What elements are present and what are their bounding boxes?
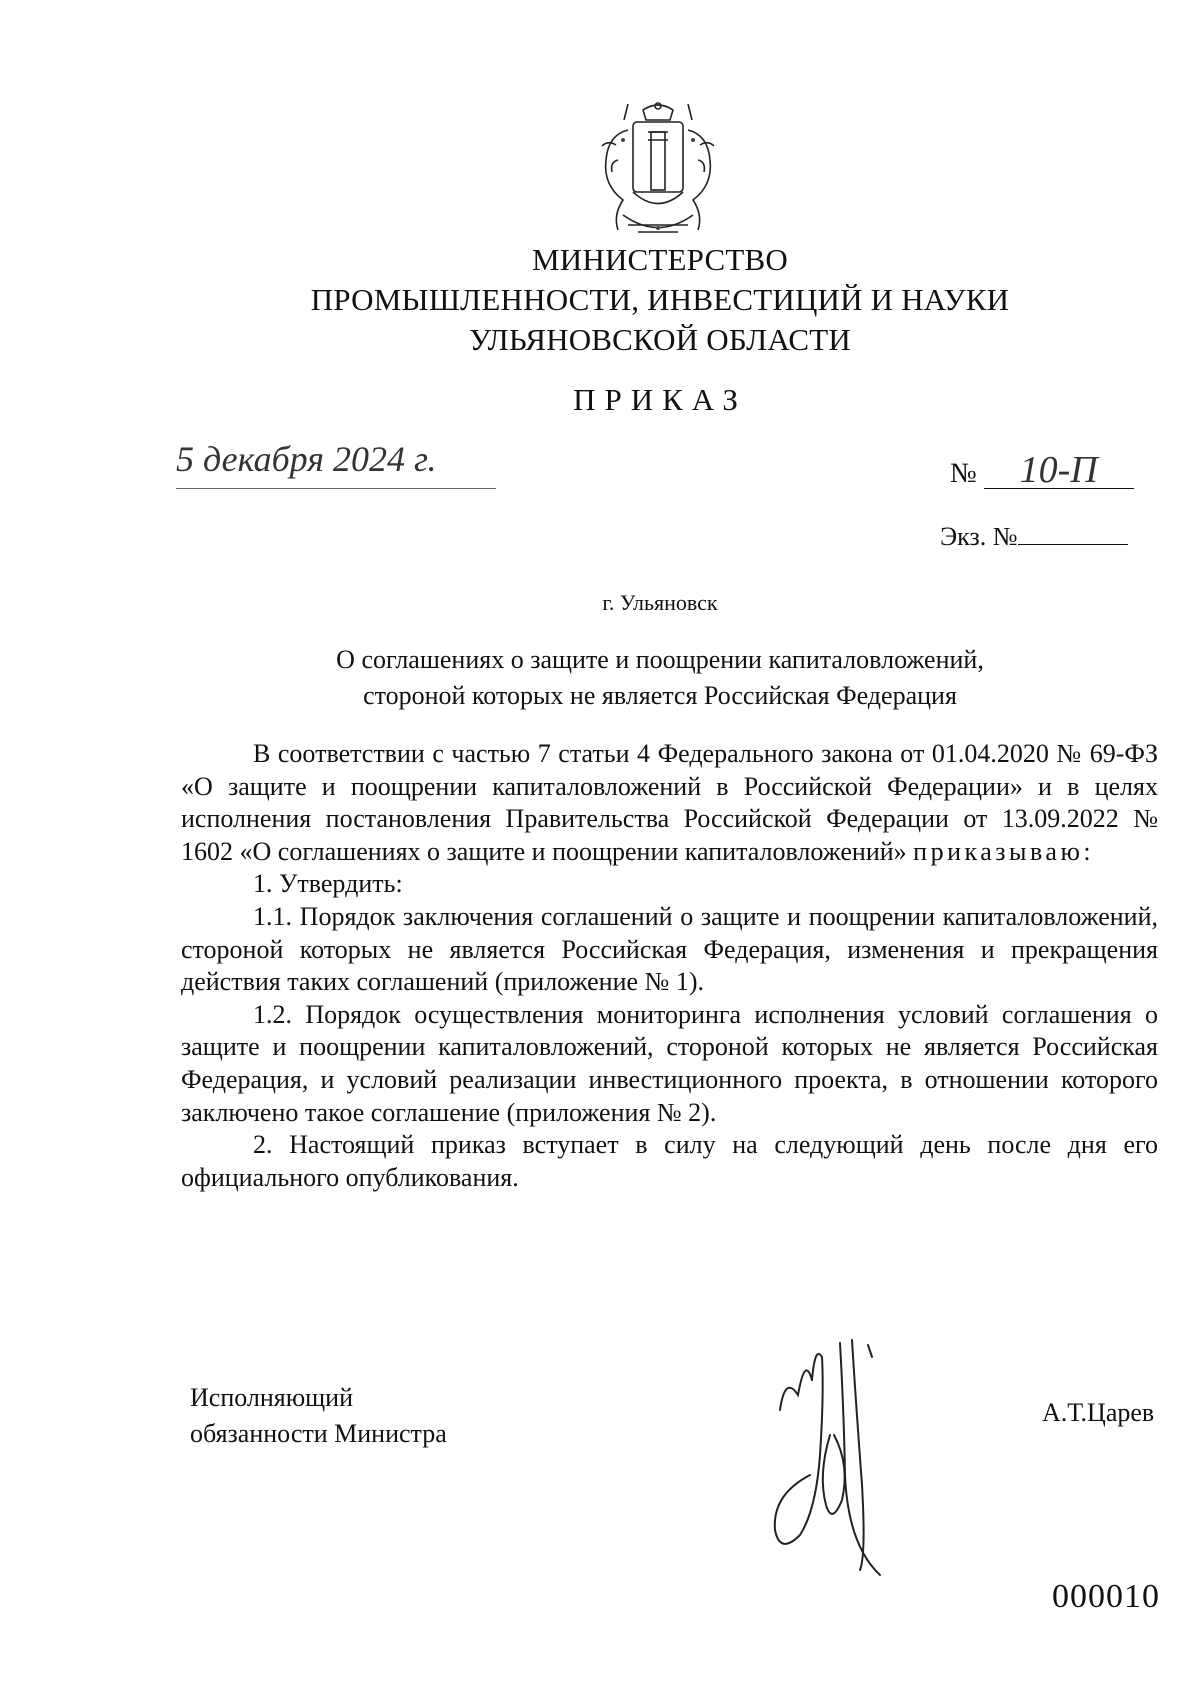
order-number-label: № — [950, 458, 977, 489]
order-number — [950, 449, 1134, 491]
item-2: 2. Настоящий приказ вступает в силу на следующий день после дня его официального опубликования. — [181, 1130, 1158, 1192]
ministry-line-1: МИНИСТЕРСТВО — [532, 242, 788, 277]
document-serial-number: 000010 — [1052, 1578, 1160, 1615]
coat-of-arms-emblem — [588, 100, 728, 245]
subject-line-1: О соглашениях о защите и поощрении капиталовложений, — [336, 645, 984, 674]
item-1-1: 1.1. Порядок заключения соглашений о защите и поощрении капиталовложений, стороной которых не является Российская Федерация, изменения и прекращения действия таких соглашений (приложение № 1). — [181, 901, 1158, 997]
handwritten-date: 5 декабря 2024 г. — [176, 439, 437, 479]
ministry-line-2: ПРОМЫШЛЕННОСТИ, ИНВЕСТИЦИЙ И НАУКИ — [310, 282, 1010, 317]
signatory-name: А.Т.Царев — [1042, 1398, 1155, 1427]
body-intro-paragraph — [181, 738, 1158, 868]
signatory-position — [190, 1380, 447, 1452]
order-number-value: 10-П — [984, 452, 1134, 489]
item-1: 1. Утвердить: — [253, 869, 403, 899]
item-1-2: 1.2. Порядок осуществления мониторинга исполнения условий соглашения о защите и поощрении капиталовложений, стороной которых не является Российская Федерация, и условий реализации инвестиционного проекта, в отношении которого заключено такое соглашение (приложения № 2). — [181, 999, 1158, 1127]
city-name: г. Ульяновск — [602, 590, 718, 615]
position-line-1: Исполняющий — [190, 1383, 354, 1412]
copy-number — [940, 522, 1128, 552]
order-word: приказываю: — [913, 836, 1095, 866]
handwritten-signature — [760, 1335, 960, 1585]
ministry-name — [200, 240, 1120, 360]
body-intro-text: В соответствии с частью 7 статьи 4 Федерального закона от 01.04.2020 № 69-ФЗ «О защите и поощрении капиталовложений в Российской Федерации» и в целях исполнения постановления Правительства Российской Федерации от 13.09.2022 № 1602 «О соглашениях о защите и поощрении капиталовложений» — [181, 739, 1158, 866]
copy-number-label: Экз. № — [940, 522, 1018, 551]
copy-number-blank — [1018, 524, 1128, 545]
position-line-2: обязанности Министра — [190, 1419, 447, 1448]
order-body — [181, 738, 1158, 1194]
subject-line-2: стороной которых не является Российская Федерация — [363, 681, 957, 710]
document-type-title: ПРИКАЗ — [573, 382, 747, 417]
ministry-line-3: УЛЬЯНОВСКОЙ ОБЛАСТИ — [469, 322, 851, 357]
date-underline — [176, 488, 496, 489]
order-subject — [200, 642, 1120, 714]
